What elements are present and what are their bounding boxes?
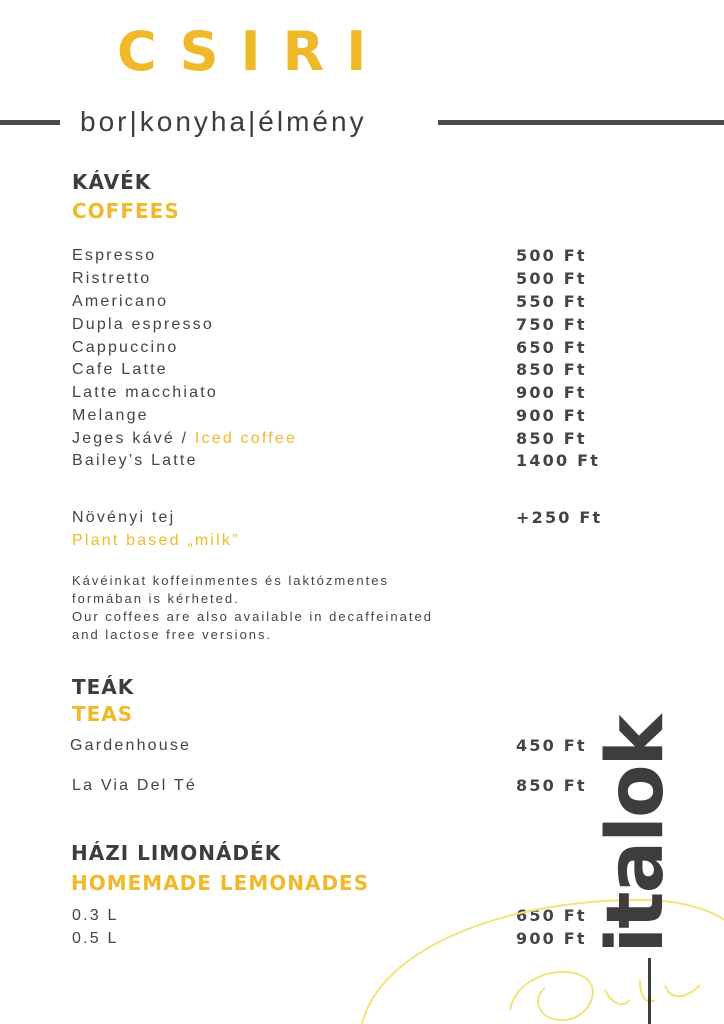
menu-item-price: 850 Ft: [516, 776, 587, 795]
menu-item-name: La Via Del Té: [72, 777, 197, 794]
menu-item-price: 1400 Ft: [516, 451, 601, 470]
menu-item-name: 0.3 L: [72, 907, 119, 924]
menu-item-name: Cafe Latte: [72, 361, 168, 378]
menu-item-price: 500 Ft: [516, 269, 587, 288]
menu-item-price: 650 Ft: [516, 906, 587, 925]
menu-item-name: Americano: [72, 293, 169, 310]
coffee-note-en-2: and lactose free versions.: [72, 627, 273, 642]
section-title-teas-hu: TEÁK: [72, 675, 135, 699]
menu-item-name-hu: Jeges kávé /: [72, 430, 195, 447]
coffee-note-hu-2: formában is kérheted.: [72, 591, 240, 606]
menu-item-name: Ristretto: [72, 270, 152, 287]
menu-item-price: 900 Ft: [516, 929, 587, 948]
plant-milk-name-hu: Növényi tej: [72, 509, 176, 526]
section-title-lemonades-hu: HÁZI LIMONÁDÉK: [71, 841, 282, 865]
header-rule-right: [438, 120, 724, 125]
coffee-note-en-1: Our coffees are also available in decaffeinated: [72, 609, 433, 624]
section-title-coffees-hu: KÁVÉK: [72, 170, 152, 194]
menu-item-price: 850 Ft: [516, 429, 587, 448]
tagline: bor|konyha|élmény: [80, 106, 367, 137]
menu-item-name-en: Iced coffee: [194, 430, 298, 447]
side-label: italok: [591, 716, 681, 954]
menu-item-iced-coffee: [72, 429, 297, 449]
section-title-coffees-en: COFFEES: [72, 199, 180, 223]
menu-item-price: 850 Ft: [516, 360, 587, 379]
menu-item-price: 900 Ft: [516, 406, 587, 425]
vertical-divider: [648, 958, 651, 1024]
menu-item-name: Bailey’s Latte: [72, 452, 198, 469]
menu-item-price: 550 Ft: [516, 292, 587, 311]
coffee-note-hu-1: Kávéinkat koffeinmentes és laktózmentes: [72, 573, 389, 588]
menu-item-price: 500 Ft: [516, 246, 587, 265]
menu-item-price: 900 Ft: [516, 383, 587, 402]
menu-item-name: Latte macchiato: [72, 384, 218, 401]
section-title-teas-en: TEAS: [72, 702, 134, 726]
menu-item-price: 650 Ft: [516, 338, 587, 357]
menu-item-name: Dupla espresso: [72, 316, 214, 333]
menu-item-name: Cappuccino: [72, 339, 179, 356]
section-title-lemonades-en: HOMEMADE LEMONADES: [71, 871, 370, 895]
header-rule-left: [0, 120, 60, 125]
plant-milk-name-en: Plant based „milk”: [72, 532, 240, 549]
menu-item-price: 450 Ft: [516, 736, 587, 755]
menu-item-price: 750 Ft: [516, 315, 587, 334]
menu-item-name: 0.5 L: [72, 930, 119, 947]
logo: CSIRI: [117, 20, 389, 83]
menu-item-name: Espresso: [72, 247, 157, 264]
menu-item-name: Melange: [72, 407, 149, 424]
menu-item-name: Gardenhouse: [70, 737, 192, 754]
plant-milk-price: +250 Ft: [516, 508, 603, 527]
